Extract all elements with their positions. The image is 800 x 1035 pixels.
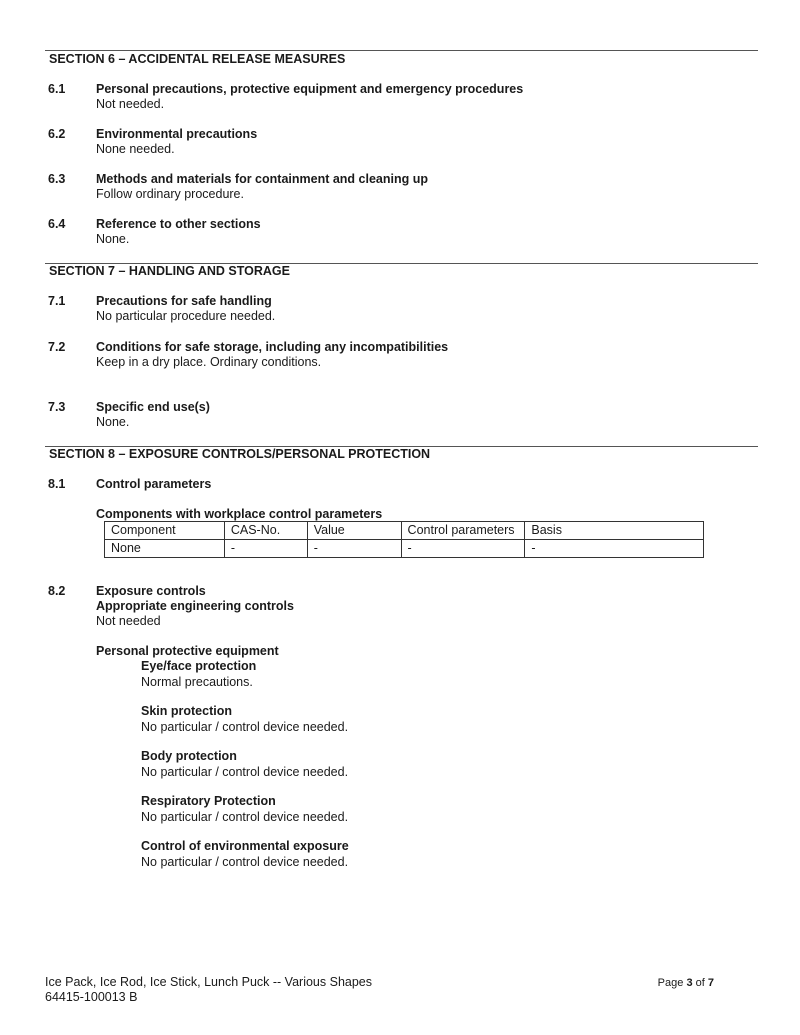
table-title: Components with workplace control parameters (96, 507, 383, 521)
item-7-2-number: 7.2 (48, 340, 66, 354)
page-total: 7 (707, 977, 714, 989)
item-7-2-heading: Conditions for safe storage, including any incompatibilities (96, 340, 449, 354)
environmental-exposure-heading: Control of environmental exposure (141, 839, 349, 853)
skin-protection-text: No particular / control device needed. (141, 720, 349, 734)
item-8-1-number: 8.1 (48, 477, 66, 491)
item-6-3-heading: Methods and materials for containment and cleaning up (96, 172, 428, 186)
item-6-4-number: 6.4 (48, 217, 66, 231)
item-6-1-heading: Personal precautions, protective equipment and emergency procedures (96, 82, 524, 96)
section-7-title: SECTION 7 – HANDLING AND STORAGE (49, 264, 290, 278)
footer-product-code: 64415-100013 B (45, 990, 138, 1004)
item-7-1-heading: Precautions for safe handling (96, 294, 272, 308)
skin-protection-heading: Skin protection (141, 704, 232, 718)
engineering-controls-heading: Appropriate engineering controls (96, 599, 294, 613)
table-cell: None (105, 540, 225, 558)
table-cell: - (307, 540, 401, 558)
ppe-heading: Personal protective equipment (96, 644, 279, 658)
table-cell: - (401, 540, 525, 558)
footer-product-name: Ice Pack, Ice Rod, Ice Stick, Lunch Puck -- Various Shapes (45, 975, 373, 989)
section-8-title: SECTION 8 – EXPOSURE CONTROLS/PERSONAL PROTECTION (49, 447, 431, 461)
item-6-3-number: 6.3 (48, 172, 66, 186)
item-6-4-heading: Reference to other sections (96, 217, 261, 231)
item-8-1-heading: Control parameters (96, 477, 212, 491)
table-header-cell: Basis (525, 522, 704, 540)
table-row (105, 540, 704, 558)
item-7-3-number: 7.3 (48, 400, 66, 414)
body-protection-text: No particular / control device needed. (141, 765, 349, 779)
environmental-exposure-text: No particular / control device needed. (141, 855, 349, 869)
table-header-cell: Value (307, 522, 401, 540)
page-indicator (658, 977, 714, 989)
eye-protection-text: Normal precautions. (141, 675, 253, 689)
item-7-3-text: None. (96, 415, 130, 429)
item-6-2-number: 6.2 (48, 127, 66, 141)
item-7-1-number: 7.1 (48, 294, 66, 308)
table-header-row (105, 522, 704, 540)
respiratory-protection-text: No particular / control device needed. (141, 810, 349, 824)
body-protection-heading: Body protection (141, 749, 237, 763)
engineering-controls-text: Not needed (96, 614, 161, 628)
item-6-3-text: Follow ordinary procedure. (96, 187, 244, 201)
page-label: Page (657, 977, 684, 989)
item-7-3-heading: Specific end use(s) (96, 400, 210, 414)
item-7-1-text: No particular procedure needed. (96, 309, 276, 323)
item-8-2-number: 8.2 (48, 584, 66, 598)
table-cell: - (525, 540, 704, 558)
page-number: 3 (686, 977, 693, 989)
item-6-2-heading: Environmental precautions (96, 127, 258, 141)
control-parameters-table (104, 521, 704, 558)
table-header-cell: Control parameters (401, 522, 525, 540)
item-6-4-text: None. (96, 232, 130, 246)
table-header-cell: Component (105, 522, 225, 540)
item-6-1-text: Not needed. (96, 97, 165, 111)
eye-protection-heading: Eye/face protection (141, 659, 257, 673)
item-8-2-heading: Exposure controls (96, 584, 206, 598)
item-6-1-number: 6.1 (48, 82, 66, 96)
section-divider (45, 50, 758, 51)
item-6-2-text: None needed. (96, 142, 175, 156)
respiratory-protection-heading: Respiratory Protection (141, 794, 276, 808)
item-7-2-text: Keep in a dry place. Ordinary conditions. (96, 355, 322, 369)
section-6-title: SECTION 6 – ACCIDENTAL RELEASE MEASURES (49, 52, 346, 66)
page-of: of (695, 977, 705, 989)
table-cell: - (224, 540, 307, 558)
table-header-cell: CAS-No. (224, 522, 307, 540)
